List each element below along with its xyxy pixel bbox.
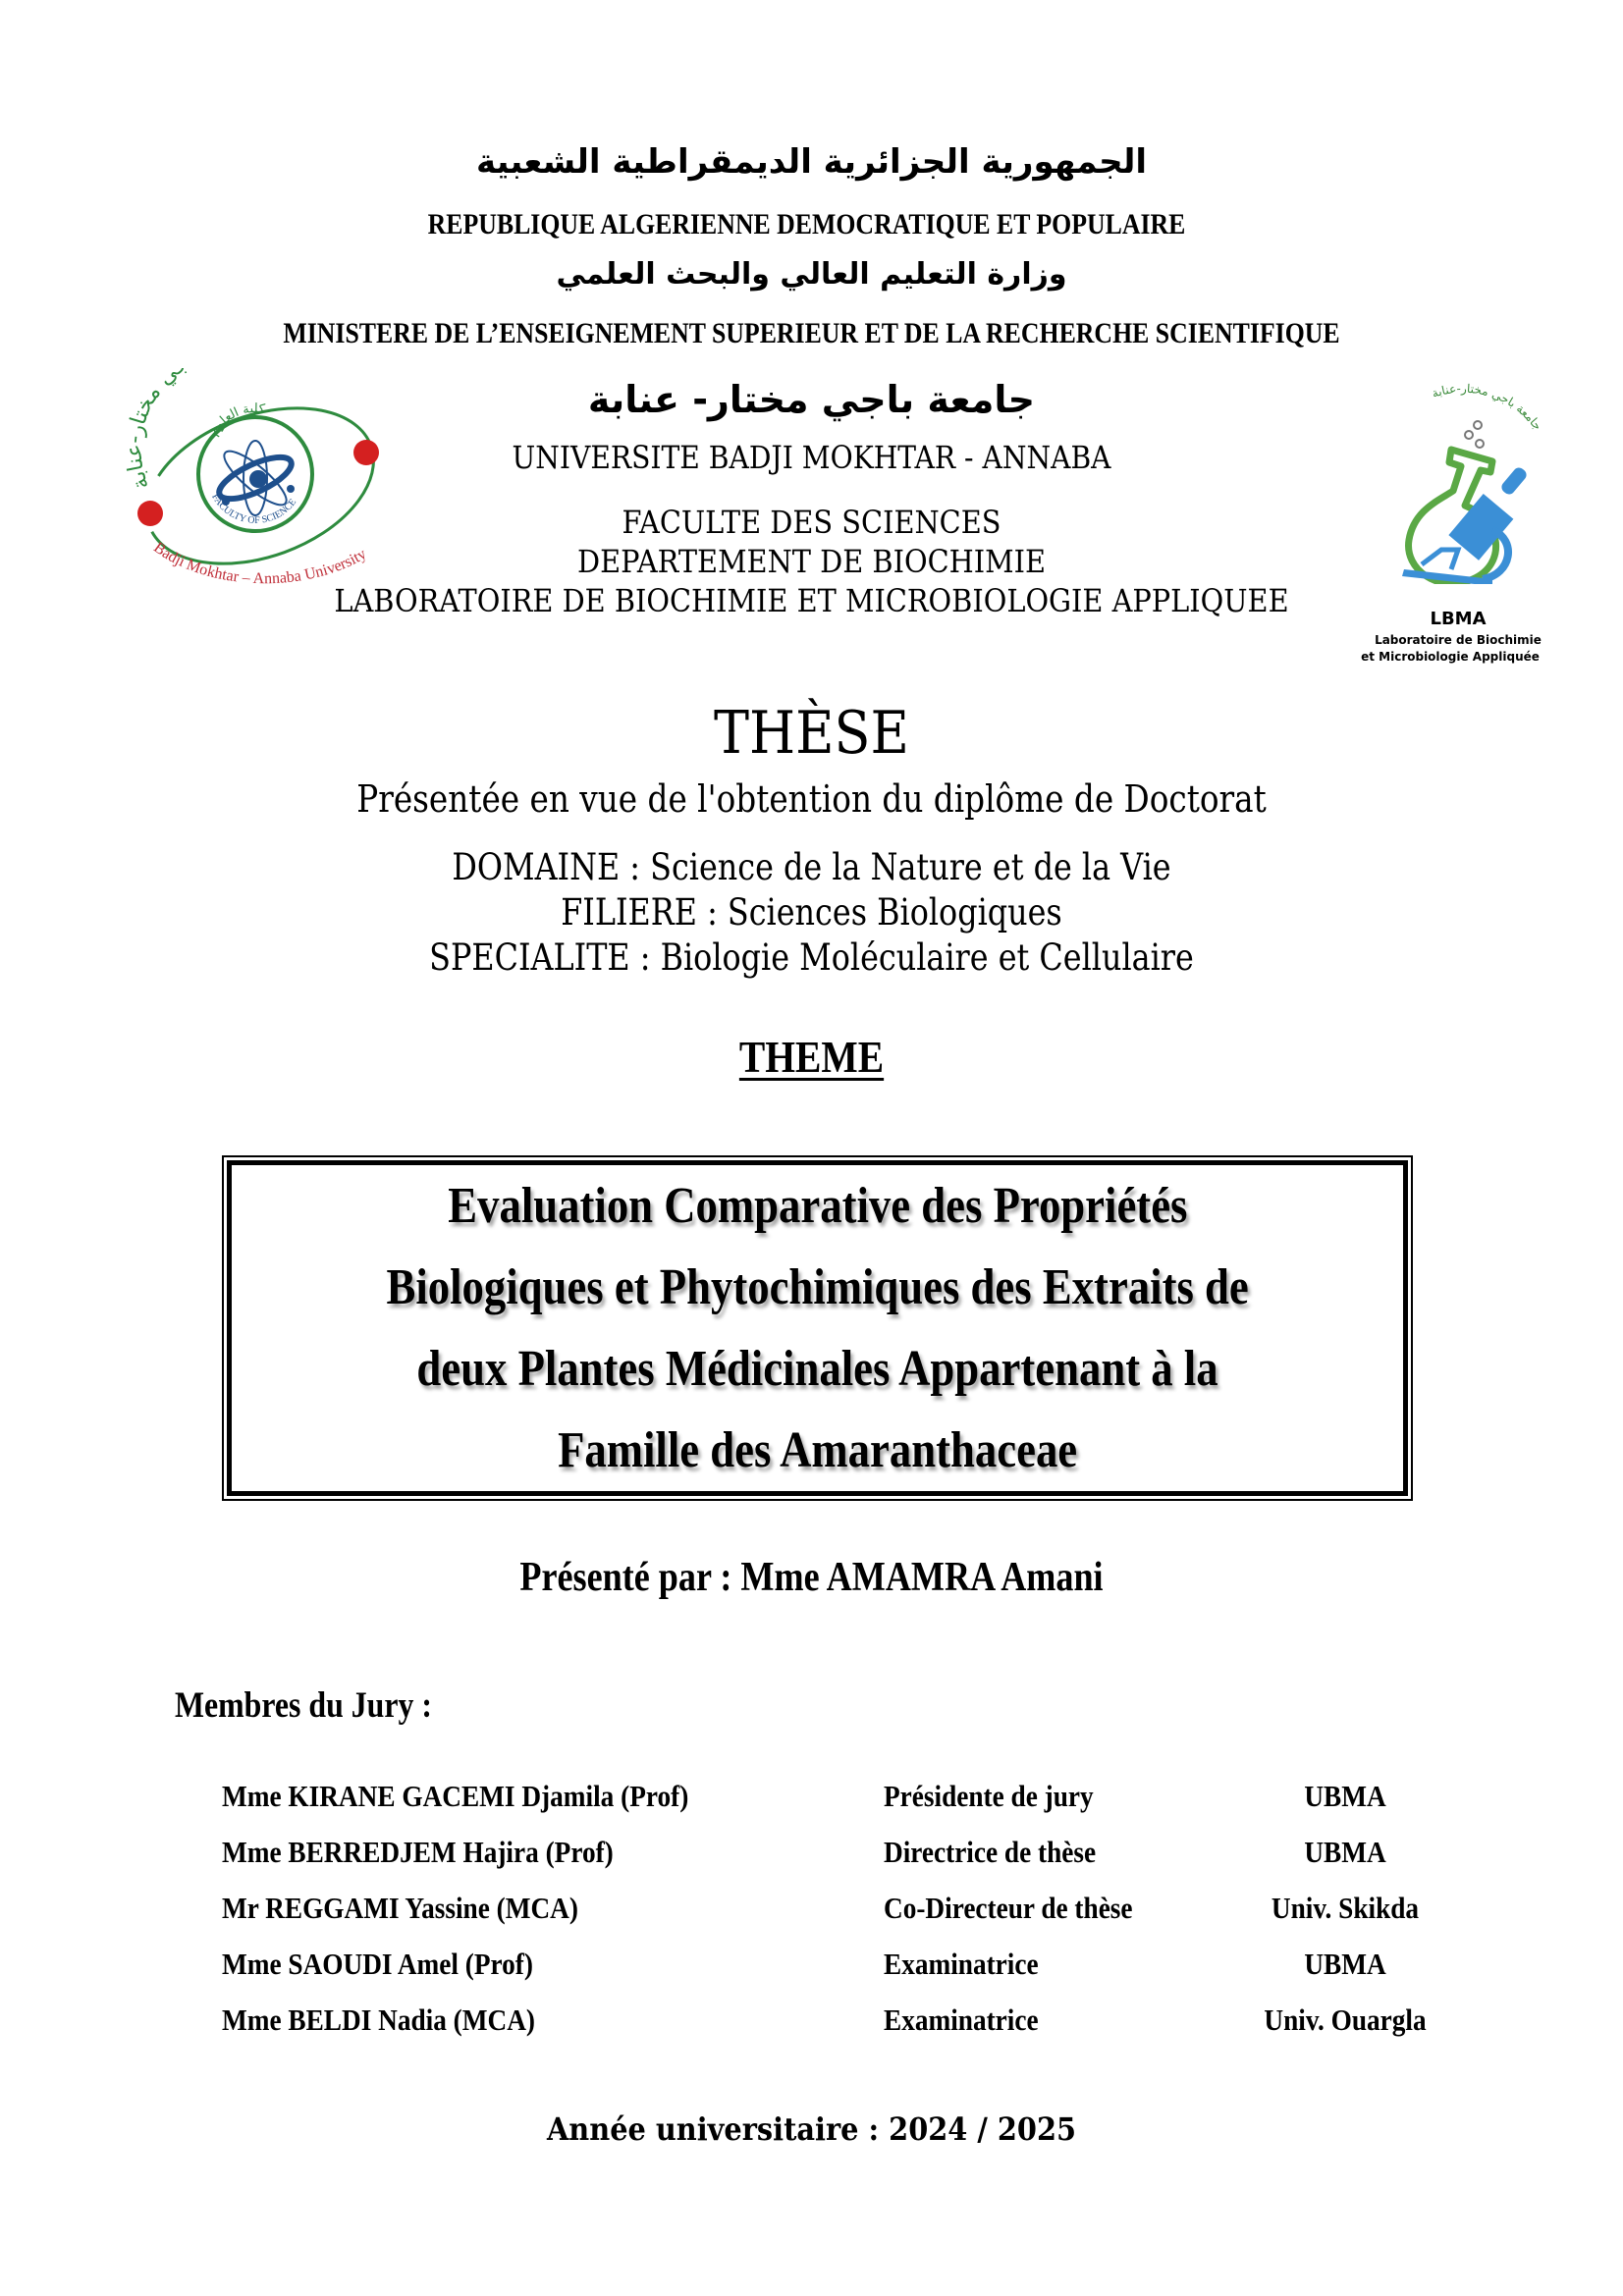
- republic-arabic-title: الجمهورية الجزائرية الديمقراطية الشعبية: [476, 142, 1147, 182]
- specialite-line: SPECIALITE : Biologie Moléculaire et Cellulaire: [429, 936, 1194, 979]
- laboratory-name: LABORATOIRE DE BIOCHIMIE ET MICROBIOLOGIE APPLIQUEE: [334, 582, 1289, 619]
- academic-year: Année universitaire : 2024 / 2025: [546, 2110, 1077, 2148]
- jury-member-role: Co-Directeur de thèse: [884, 1891, 1133, 1925]
- thesis-title-box: [222, 1155, 1413, 1501]
- thesis-type-heading: THÈSE: [714, 699, 909, 768]
- jury-member-name: Mme BERREDJEM Hajira (Prof): [222, 1835, 614, 1869]
- jury-member-institution: Univ. Ouargla: [1264, 2002, 1427, 2037]
- jury-member-name: Mme SAOUDI Amel (Prof): [222, 1947, 533, 1981]
- lbma-logo: [1345, 378, 1571, 682]
- jury-member-name: Mme KIRANE GACEMI Djamila (Prof): [222, 1779, 689, 1813]
- thesis-title-line: Biologiques et Phytochimiques des Extraits de: [386, 1259, 1249, 1315]
- svg-text:Badji Mokhtar – Annaba Univers: Badji Mokhtar – Annaba University: [150, 539, 370, 588]
- ministry-arabic-title: وزارة التعليم العالي والبحث العلمي: [556, 257, 1067, 292]
- jury-member-institution: UBMA: [1304, 1947, 1386, 1981]
- jury-member-row: [0, 1835, 1623, 1874]
- svg-text:كلية العلوم: كلية العلوم: [206, 400, 266, 439]
- jury-member-name: Mme BELDI Nadia (MCA): [222, 2002, 535, 2037]
- jury-member-role: Examinatrice: [884, 2002, 1039, 2037]
- jury-label: Membres du Jury :: [175, 1685, 432, 1726]
- ministry-french-title: MINISTERE DE L’ENSEIGNEMENT SUPERIEUR ET DE LA RECHERCHE SCIENTIFIQUE: [283, 317, 1340, 349]
- svg-text:جامعة باجي مختار-عنابة: جامعة باجي مختار-عنابة: [1430, 381, 1545, 433]
- jury-member-role: Directrice de thèse: [884, 1835, 1097, 1869]
- flask-microscope-icon: [1345, 378, 1571, 584]
- svg-text:FACULTY OF SCIENCE: FACULTY OF SCIENCE: [209, 492, 299, 526]
- filiere-line: FILIERE : Sciences Biologiques: [561, 891, 1062, 934]
- theme-heading: THEME: [738, 1032, 885, 1082]
- department-name: DEPARTEMENT DE BIOCHIMIE: [577, 543, 1046, 580]
- faculty-name: FACULTE DES SCIENCES: [622, 504, 1001, 541]
- thesis-subtitle: Présentée en vue de l'obtention du diplôme de Doctorat: [356, 777, 1267, 821]
- presented-by: Présenté par : Mme AMAMRA Amani: [519, 1555, 1104, 1600]
- faculty-of-science-logo: [118, 368, 393, 594]
- thesis-title-line: Famille des Amaranthaceae: [557, 1422, 1078, 1478]
- thesis-title-line: deux Plantes Médicinales Appartenant à la: [416, 1341, 1218, 1397]
- logo-arabic-arc-text: ي مختار-عنابة: [122, 368, 184, 494]
- jury-member-name: Mr REGGAMI Yassine (MCA): [222, 1891, 578, 1925]
- jury-member-row: [0, 1947, 1623, 1986]
- atom-logo-icon: [118, 368, 393, 594]
- jury-member-row: [0, 1891, 1623, 1930]
- jury-member-institution: UBMA: [1304, 1779, 1386, 1813]
- lbma-line2: et Microbiologie Appliquée: [1361, 650, 1540, 664]
- thesis-title-line: Evaluation Comparative des Propriétés: [447, 1178, 1188, 1234]
- republic-french-title: REPUBLIQUE ALGERIENNE DEMOCRATIQUE ET POPULAIRE: [427, 208, 1186, 240]
- jury-member-institution: UBMA: [1304, 1835, 1386, 1869]
- lbma-line1: Laboratoire de Biochimie: [1375, 633, 1542, 647]
- university-arabic-name: جامعة باجي مختار- عنابة: [587, 378, 1036, 421]
- domain-line: DOMAINE : Science de la Nature et de la Vie: [452, 846, 1171, 888]
- thesis-title-box-inner: [227, 1160, 1408, 1496]
- lbma-acronym: LBMA: [1430, 609, 1487, 629]
- jury-member-row: [0, 2002, 1623, 2042]
- jury-member-row: [0, 1779, 1623, 1818]
- jury-member-role: Examinatrice: [884, 1947, 1039, 1981]
- university-french-name: UNIVERSITE BADJI MOKHTAR - ANNABA: [512, 439, 1111, 476]
- jury-member-institution: Univ. Skikda: [1271, 1891, 1420, 1925]
- jury-member-role: Présidente de jury: [884, 1779, 1094, 1813]
